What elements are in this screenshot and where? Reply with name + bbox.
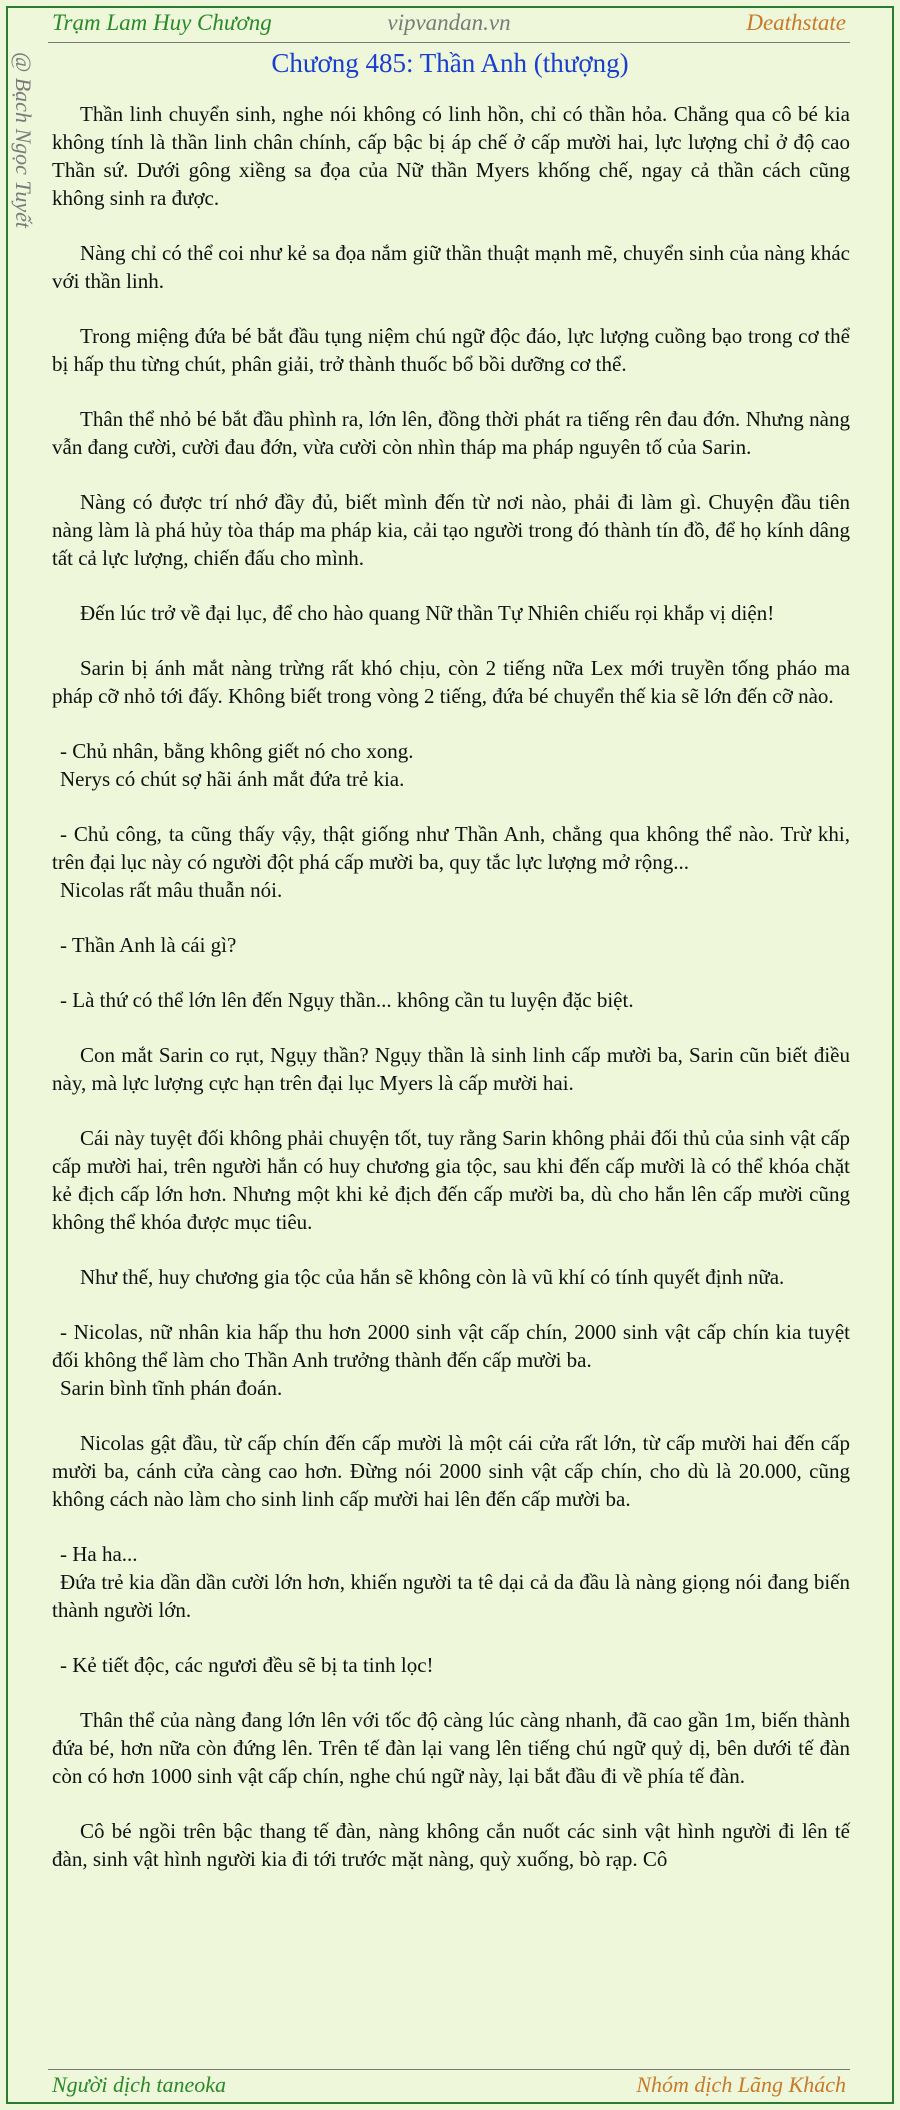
paragraph: Như thế, huy chương gia tộc của hắn sẽ không còn là vũ khí có tính quyết định nữa. xyxy=(80,1265,785,1289)
paragraph: Trong miệng đứa bé bắt đầu tụng niệm chú ngữ độc đáo, lực lượng cuồng bạo trong cơ thể bị hấp thu từng chút, phân giải, trở thành thuốc bổ bồi dưỡng cơ thể. xyxy=(52,324,850,376)
dialog-block xyxy=(52,820,850,904)
dialog-speech: - Nicolas, nữ nhân kia hấp thu hơn 2000 sinh vật cấp chín, 2000 sinh vật cấp chín kia tuyệt đối không thể làm cho Thần Anh trưởng thành đến cấp mười ba. xyxy=(52,1320,850,1372)
paragraph: Con mắt Sarin co rụt, Ngụy thần? Ngụy thần là sinh linh cấp mười ba, Sarin cũn biết điều này, mà lực lượng cực hạn trên đại lục Myers là cấp mười hai. xyxy=(52,1043,850,1095)
paragraph: Sarin bị ánh mắt nàng trừng rất khó chịu, còn 2 tiếng nữa Lex mới truyền tống pháo ma pháp cỡ nhỏ tới đấy. Không biết trong vòng 2 tiếng, đứa bé chuyển thế kia sẽ lớn đến cỡ nào. xyxy=(52,656,850,708)
paragraph: Nicolas gật đầu, từ cấp chín đến cấp mười là một cái cửa rất lớn, từ cấp mười hai đến cấp mười ba, cánh cửa càng cao hơn. Đừng nói 2000 sinh vật cấp chín, cho dù là 20.000, cũng không cách nào làm cho sinh linh cấp mười hai lên đến cấp mười ba. xyxy=(52,1431,850,1511)
dialog-speech: - Ha ha... xyxy=(60,1542,138,1566)
page-footer xyxy=(48,2069,850,2100)
dialog-speech: - Chủ nhân, bằng không giết nó cho xong. xyxy=(60,739,414,763)
dialog-narration: Nicolas rất mâu thuẫn nói. xyxy=(60,878,283,902)
dialog-speech: - Kẻ tiết độc, các ngươi đều sẽ bị ta tinh lọc! xyxy=(60,1653,434,1677)
dialog-narration: Đứa trẻ kia dần dần cười lớn hơn, khiến người ta tê dại cả da đầu là nàng giọng nói đang biến thành người lớn. xyxy=(52,1570,850,1622)
dialog-block xyxy=(52,931,850,959)
paragraph: Thân thể của nàng đang lớn lên với tốc độ càng lúc càng nhanh, đã cao gần 1m, biến thành đứa bé, hơn nữa còn đứng lên. Trên tế đàn lại vang lên tiếng chú ngữ quỷ dị, bên dưới tế đàn còn có hơn 1000 sinh vật cấp chín, nghe chú ngữ này, lại bắt đầu đi về phía tế đàn. xyxy=(52,1708,850,1788)
chapter-title: Chương 485: Thần Anh (thượng) xyxy=(271,48,629,78)
dialog-narration: Sarin bình tĩnh phán đoán. xyxy=(60,1376,283,1400)
dialog-speech: - Là thứ có thể lớn lên đến Ngụy thần... không cần tu luyện đặc biệt. xyxy=(60,988,634,1012)
paragraph: Thần linh chuyển sinh, nghe nói không có linh hồn, chỉ có thần hỏa. Chẳng qua cô bé kia không tính là thần linh chân chính, cấp bậc bị áp chế ở cấp mười hai, lực lượng chỉ ở độ cao Thần sứ. Dưới gông xiềng sa đọa của Nữ thần Myers khống chế, ngay cả thần cách cũng không sinh ra được. xyxy=(52,102,850,210)
paragraph: Đến lúc trở về đại lục, để cho hào quang Nữ thần Tự Nhiên chiếu rọi khắp vị diện! xyxy=(80,601,775,625)
paragraph: Nàng có được trí nhớ đầy đủ, biết mình đến từ nơi nào, phải đi làm gì. Chuyện đầu tiên nàng làm là phá hủy tòa tháp ma pháp kia, cải tạo người trong đó thành tín đồ, để họ kính dâng tất cả lực lượng, chiến đấu cho mình. xyxy=(52,490,850,570)
side-watermark xyxy=(10,52,36,262)
paragraph: Cái này tuyệt đối không phải chuyện tốt, tuy rằng Sarin không phải đối thủ của sinh vật cấp cấp mười hai, trên người hắn có huy chương gia tộc, sau khi đến cấp mười là có thể khóa chặt kẻ địch cấp lớn hơn. Nhưng một khi kẻ địch đến cấp mười ba, dù cho hắn lên cấp mười cũng không thể khóa được mục tiêu. xyxy=(52,1126,850,1234)
dialog-block xyxy=(52,737,850,793)
dialog-block xyxy=(52,986,850,1014)
footer-group: Nhóm dịch Lãng Khách xyxy=(636,2072,846,2097)
paragraph: Cô bé ngồi trên bậc thang tế đàn, nàng không cắn nuốt các sinh vật hình người đi lên tế đàn, sinh vật hình người kia đi tới trước mặt nàng, quỳ xuống, bò rạp. Cô xyxy=(52,1819,850,1871)
paragraph: Nàng chỉ có thể coi như kẻ sa đọa nắm giữ thần thuật mạnh mẽ, chuyển sinh của nàng khác với thần linh. xyxy=(52,241,850,293)
header-book-title: Deathstate xyxy=(746,10,846,35)
side-credit-text: @ Bạch Ngọc Tuyết xyxy=(11,52,36,229)
dialog-block xyxy=(52,1540,850,1624)
dialog-block xyxy=(52,1651,850,1679)
dialog-speech: - Chủ công, ta cũng thấy vậy, thật giống như Thần Anh, chẳng qua không thể nào. Trừ khi, trên đại lục này có người đột phá cấp mười ba, quy tắc lực lượng mở rộng... xyxy=(52,822,850,874)
page-header xyxy=(48,6,850,43)
paragraph: Thân thể nhỏ bé bắt đầu phình ra, lớn lên, đồng thời phát ra tiếng rên đau đớn. Nhưng nàng vẫn đang cười, cười đau đớn, vừa cười còn nhìn tháp ma pháp nguyên tố của Sarin. xyxy=(52,407,850,459)
dialog-narration: Nerys có chút sợ hãi ánh mắt đứa trẻ kia. xyxy=(60,767,405,791)
dialog-speech: - Thần Anh là cái gì? xyxy=(60,933,237,957)
chapter-body xyxy=(52,100,850,1900)
header-url: vipvandan.vn xyxy=(387,10,511,35)
dialog-block xyxy=(52,1318,850,1402)
header-site-name: Trạm Lam Huy Chương xyxy=(52,10,272,35)
footer-translator: Người dịch taneoka xyxy=(52,2072,227,2097)
